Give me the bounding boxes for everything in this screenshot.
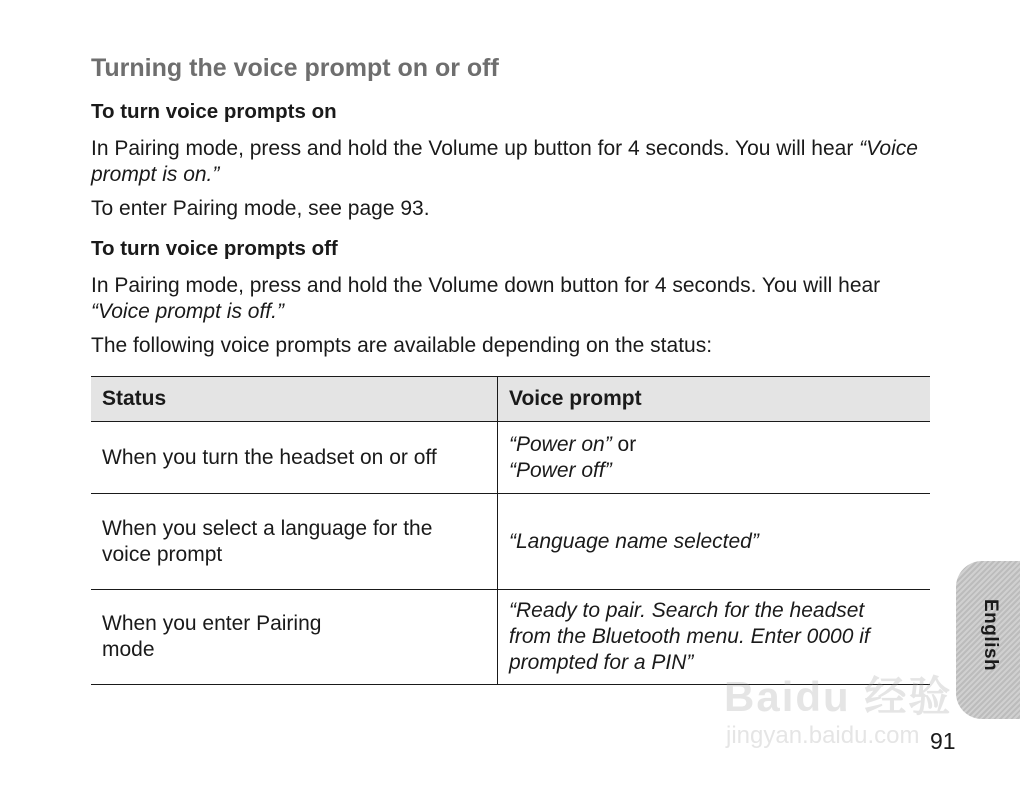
prompt-text: “Power on”: [509, 432, 612, 456]
table-row: [91, 422, 930, 494]
status-cell: When you enter Pairing mode: [91, 590, 498, 685]
status-cell: When you select a language for the voice prompt: [91, 494, 498, 590]
paragraph-text: In Pairing mode, press and hold the Volume down button for 4 seconds. You will hear: [91, 274, 881, 297]
table-row: [91, 494, 930, 590]
column-header-status: Status: [91, 377, 498, 422]
language-tab-label: English: [980, 599, 1001, 672]
page-number: 91: [930, 728, 956, 754]
prompt-cell: “Ready to pair. Search for the headset from the Bluetooth menu. Enter 0000 if prompted for a PIN”: [498, 590, 931, 685]
table-header-row: [91, 377, 930, 422]
paragraph-voice-prompts-off: [91, 273, 921, 325]
heading-voice-prompts-off: To turn voice prompts off: [91, 237, 338, 260]
prompt-text: “Power off”: [509, 458, 612, 482]
paragraph-pairing-reference: To enter Pairing mode, see page 93.: [91, 197, 430, 220]
quoted-prompt: “Voice prompt is on.”: [91, 137, 918, 186]
paragraph-table-intro: The following voice prompts are available depending on the status:: [91, 334, 713, 357]
watermark-logo: Baidu 经验: [724, 673, 953, 720]
status-cell: When you turn the headset on or off: [91, 422, 498, 494]
paragraph-voice-prompts-on: [91, 136, 921, 188]
column-header-voice-prompt: Voice prompt: [498, 377, 931, 422]
voice-prompt-table: [91, 376, 930, 685]
prompt-connector: or: [611, 432, 637, 456]
paragraph-text: In Pairing mode, press and hold the Volume up button for 4 seconds. You will hear: [91, 137, 860, 160]
quoted-prompt: “Voice prompt is off.”: [91, 300, 284, 323]
watermark-url: jingyan.baidu.com: [726, 722, 920, 749]
prompt-cell: “Language name selected”: [498, 494, 931, 590]
prompt-cell: [498, 422, 931, 494]
page-title: Turning the voice prompt on or off: [91, 54, 499, 82]
heading-voice-prompts-on: To turn voice prompts on: [91, 100, 337, 123]
